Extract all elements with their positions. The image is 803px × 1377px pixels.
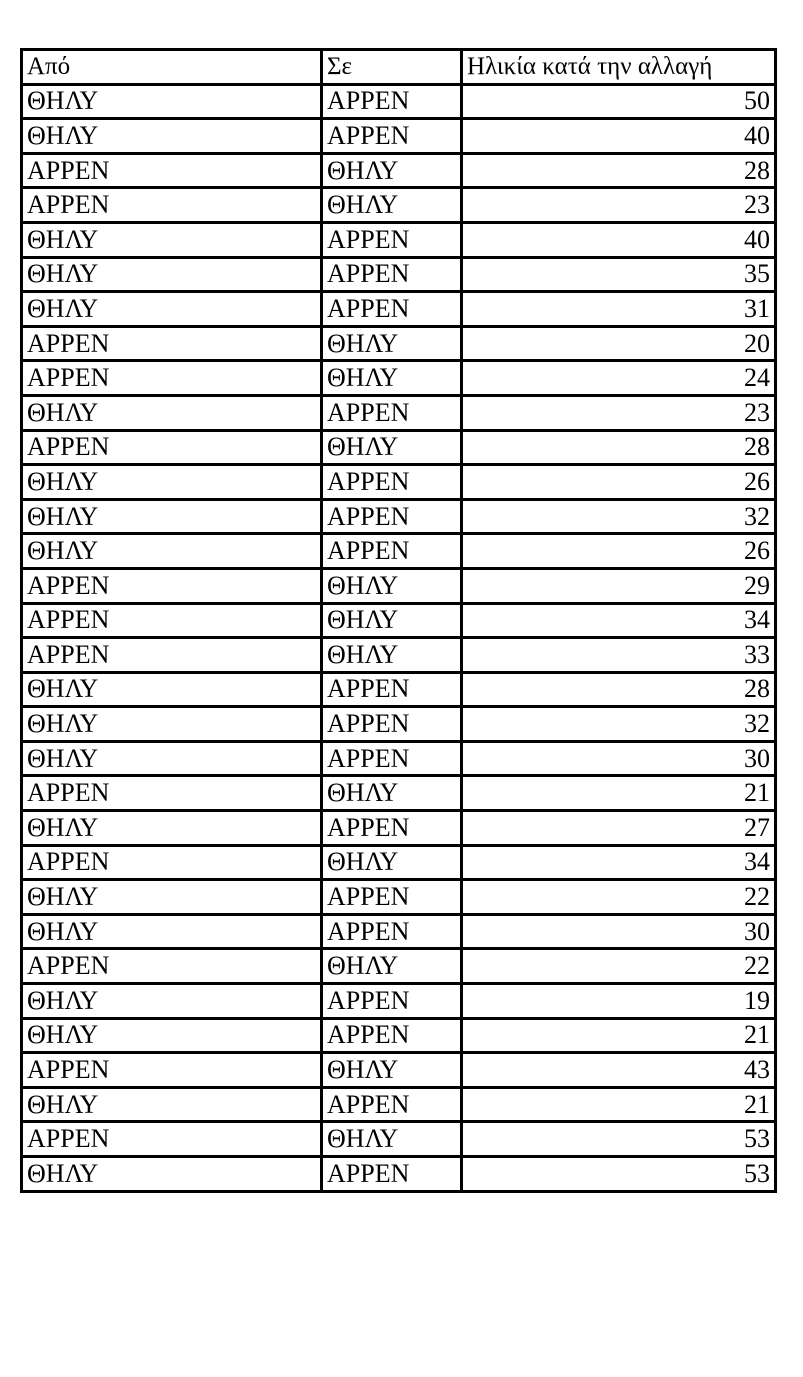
cell-to: ΑΡΡΕΝ — [322, 534, 462, 569]
cell-from: ΘΗΛΥ — [22, 1157, 322, 1192]
cell-to: ΑΡΡΕΝ — [322, 811, 462, 846]
table-row — [22, 430, 776, 465]
cell-from: ΘΗΛΥ — [22, 499, 322, 534]
cell-from: ΑΡΡΕΝ — [22, 430, 322, 465]
cell-to: ΘΗΛΥ — [322, 638, 462, 673]
cell-from: ΑΡΡΕΝ — [22, 568, 322, 603]
cell-age: 50 — [462, 84, 776, 119]
table-row — [22, 1157, 776, 1192]
table-row — [22, 672, 776, 707]
table-row — [22, 292, 776, 327]
table-row — [22, 949, 776, 984]
cell-age: 28 — [462, 153, 776, 188]
cell-from: ΑΡΡΕΝ — [22, 1122, 322, 1157]
cell-age: 26 — [462, 534, 776, 569]
data-table — [20, 48, 777, 1193]
cell-from: ΑΡΡΕΝ — [22, 153, 322, 188]
table-row — [22, 741, 776, 776]
cell-from: ΑΡΡΕΝ — [22, 776, 322, 811]
cell-from: ΘΗΛΥ — [22, 672, 322, 707]
cell-to: ΑΡΡΕΝ — [322, 84, 462, 119]
table-row — [22, 395, 776, 430]
cell-age: 32 — [462, 707, 776, 742]
header-to: Σε — [322, 50, 462, 85]
cell-from: ΑΡΡΕΝ — [22, 845, 322, 880]
cell-to: ΘΗΛΥ — [322, 776, 462, 811]
cell-to: ΑΡΡΕΝ — [322, 880, 462, 915]
cell-from: ΘΗΛΥ — [22, 119, 322, 154]
cell-age: 43 — [462, 1053, 776, 1088]
cell-from: ΑΡΡΕΝ — [22, 326, 322, 361]
cell-to: ΑΡΡΕΝ — [322, 914, 462, 949]
cell-age: 32 — [462, 499, 776, 534]
cell-to: ΑΡΡΕΝ — [322, 222, 462, 257]
cell-from: ΑΡΡΕΝ — [22, 361, 322, 396]
cell-to: ΘΗΛΥ — [322, 326, 462, 361]
cell-age: 21 — [462, 1018, 776, 1053]
cell-age: 20 — [462, 326, 776, 361]
cell-to: ΘΗΛΥ — [322, 1053, 462, 1088]
cell-from: ΑΡΡΕΝ — [22, 1053, 322, 1088]
cell-to: ΑΡΡΕΝ — [322, 672, 462, 707]
table-row — [22, 222, 776, 257]
cell-from: ΑΡΡΕΝ — [22, 638, 322, 673]
cell-to: ΘΗΛΥ — [322, 188, 462, 223]
cell-from: ΘΗΛΥ — [22, 811, 322, 846]
cell-to: ΑΡΡΕΝ — [322, 257, 462, 292]
table-row — [22, 603, 776, 638]
cell-age: 26 — [462, 465, 776, 500]
table-row — [22, 707, 776, 742]
cell-age: 40 — [462, 119, 776, 154]
table-row — [22, 84, 776, 119]
cell-age: 28 — [462, 672, 776, 707]
cell-from: ΘΗΛΥ — [22, 880, 322, 915]
table-row — [22, 465, 776, 500]
cell-to: ΑΡΡΕΝ — [322, 984, 462, 1019]
table-row — [22, 119, 776, 154]
table-row — [22, 568, 776, 603]
table-body — [22, 84, 776, 1191]
cell-from: ΘΗΛΥ — [22, 292, 322, 327]
cell-to: ΑΡΡΕΝ — [322, 707, 462, 742]
table-row — [22, 534, 776, 569]
table-row — [22, 880, 776, 915]
cell-from: ΘΗΛΥ — [22, 914, 322, 949]
table-row — [22, 153, 776, 188]
cell-from: ΘΗΛΥ — [22, 1087, 322, 1122]
cell-from: ΑΡΡΕΝ — [22, 949, 322, 984]
table-row — [22, 361, 776, 396]
cell-age: 27 — [462, 811, 776, 846]
cell-to: ΑΡΡΕΝ — [322, 741, 462, 776]
table-row — [22, 845, 776, 880]
cell-to: ΑΡΡΕΝ — [322, 499, 462, 534]
cell-age: 30 — [462, 914, 776, 949]
cell-to: ΑΡΡΕΝ — [322, 395, 462, 430]
cell-age: 35 — [462, 257, 776, 292]
cell-to: ΘΗΛΥ — [322, 430, 462, 465]
cell-age: 22 — [462, 880, 776, 915]
header-age-at-change: Ηλικία κατά την αλλαγή — [462, 50, 776, 85]
table-row — [22, 188, 776, 223]
table-row — [22, 326, 776, 361]
cell-to: ΘΗΛΥ — [322, 845, 462, 880]
cell-age: 53 — [462, 1157, 776, 1192]
cell-to: ΑΡΡΕΝ — [322, 1157, 462, 1192]
cell-to: ΑΡΡΕΝ — [322, 119, 462, 154]
table-row — [22, 1053, 776, 1088]
table-row — [22, 499, 776, 534]
cell-age: 30 — [462, 741, 776, 776]
cell-to: ΑΡΡΕΝ — [322, 1087, 462, 1122]
cell-to: ΘΗΛΥ — [322, 603, 462, 638]
table-row — [22, 914, 776, 949]
cell-from: ΘΗΛΥ — [22, 257, 322, 292]
cell-to: ΑΡΡΕΝ — [322, 292, 462, 327]
cell-age: 28 — [462, 430, 776, 465]
cell-age: 53 — [462, 1122, 776, 1157]
table-row — [22, 811, 776, 846]
cell-from: ΘΗΛΥ — [22, 1018, 322, 1053]
cell-age: 40 — [462, 222, 776, 257]
cell-age: 23 — [462, 395, 776, 430]
cell-to: ΑΡΡΕΝ — [322, 1018, 462, 1053]
cell-age: 31 — [462, 292, 776, 327]
cell-from: ΑΡΡΕΝ — [22, 188, 322, 223]
cell-from: ΑΡΡΕΝ — [22, 603, 322, 638]
cell-age: 34 — [462, 845, 776, 880]
cell-age: 21 — [462, 776, 776, 811]
cell-age: 22 — [462, 949, 776, 984]
cell-to: ΘΗΛΥ — [322, 949, 462, 984]
table-row — [22, 984, 776, 1019]
cell-from: ΘΗΛΥ — [22, 741, 322, 776]
cell-age: 33 — [462, 638, 776, 673]
table-row — [22, 1122, 776, 1157]
table-row — [22, 776, 776, 811]
cell-to: ΘΗΛΥ — [322, 153, 462, 188]
cell-to: ΘΗΛΥ — [322, 568, 462, 603]
cell-from: ΘΗΛΥ — [22, 84, 322, 119]
cell-to: ΘΗΛΥ — [322, 361, 462, 396]
cell-age: 29 — [462, 568, 776, 603]
table-row — [22, 1018, 776, 1053]
header-from: Από — [22, 50, 322, 85]
cell-age: 34 — [462, 603, 776, 638]
cell-age: 23 — [462, 188, 776, 223]
cell-age: 19 — [462, 984, 776, 1019]
table-row — [22, 638, 776, 673]
cell-from: ΘΗΛΥ — [22, 222, 322, 257]
cell-to: ΘΗΛΥ — [322, 1122, 462, 1157]
table-row — [22, 1087, 776, 1122]
cell-from: ΘΗΛΥ — [22, 465, 322, 500]
cell-from: ΘΗΛΥ — [22, 984, 322, 1019]
cell-to: ΑΡΡΕΝ — [322, 465, 462, 500]
header-row — [22, 50, 776, 85]
cell-from: ΘΗΛΥ — [22, 534, 322, 569]
cell-from: ΘΗΛΥ — [22, 707, 322, 742]
cell-age: 21 — [462, 1087, 776, 1122]
cell-age: 24 — [462, 361, 776, 396]
table-row — [22, 257, 776, 292]
cell-from: ΘΗΛΥ — [22, 395, 322, 430]
